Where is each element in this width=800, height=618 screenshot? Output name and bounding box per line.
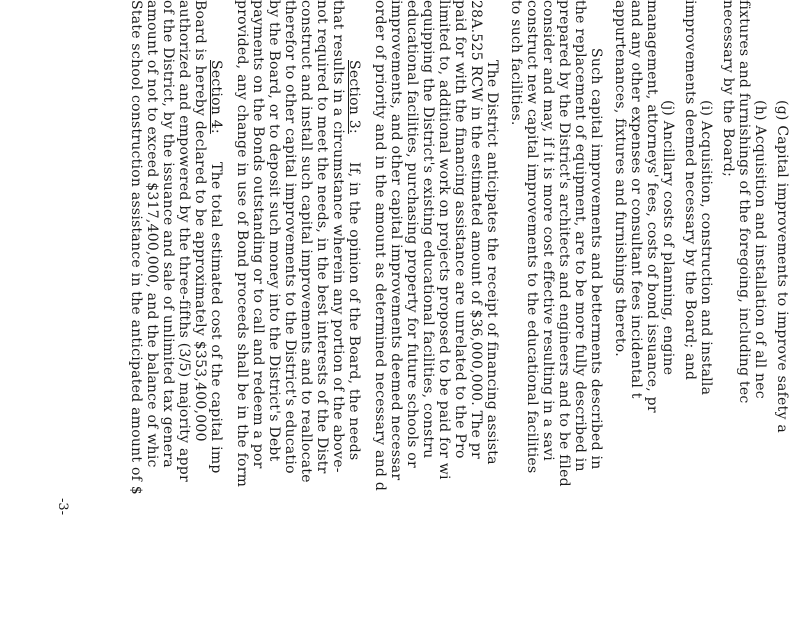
text-line: paid for with the financing assistance are unrelated to the Pro bbox=[452, 0, 468, 459]
text-line: therefor to other capital improvements to the District's educatio bbox=[282, 0, 298, 474]
text-line: consider and may, if it is more cost effective resulting in a savi bbox=[540, 0, 556, 461]
text-line: payments on the Bonds outstanding or to call and redeem a por bbox=[250, 0, 266, 469]
text-line: (i) Acquisition, construction and installa bbox=[698, 100, 714, 396]
text-line: necessary by the Board; bbox=[720, 0, 736, 178]
text-line: educational facilities, purchasing property for future schools or bbox=[404, 0, 420, 468]
text-line: not required to meet the needs, in the best interests of the Distr bbox=[314, 0, 330, 474]
text-line: by the Board, or to deposit such money into the District's Debt bbox=[266, 0, 282, 462]
text-line: limited to, additional work on projects proposed to be paid for wi bbox=[436, 0, 452, 480]
text-line: equipping the District's existing educational facilities, constru bbox=[420, 0, 436, 459]
text-line: the replacement of equipment, are to be more fully described in bbox=[572, 0, 588, 472]
text-line: improvements deemed necessary by the Board; and bbox=[682, 0, 698, 381]
text-line: Such capital improvements and betterments described in bbox=[588, 48, 604, 470]
text-line: 28A.525 RCW in the estimated amount of $36,000,000. The pr bbox=[468, 0, 484, 459]
text-line: order of priority and in the amount as determined necessary and d bbox=[372, 0, 388, 492]
text-line: authorized and empowered by the three-fifths (3/5) majority appr bbox=[176, 0, 192, 482]
text-line: management, attorneys' fees, costs of bond issuance, pr bbox=[644, 0, 660, 413]
text-line: amount of not to exceed $317,400,000, and the balance of whic bbox=[144, 0, 160, 468]
text-line: fixtures and furnishings of the foregoing, including tec bbox=[736, 0, 752, 404]
text-line: The total estimated cost of the capital imp bbox=[208, 162, 224, 474]
section-3-heading: Section 3: bbox=[346, 60, 362, 134]
text-line: appurtenances, fixtures and furnishings thereto. bbox=[612, 0, 628, 357]
text-line: (h) Acquisition and installation of all nec bbox=[752, 100, 768, 399]
text-line: provided, any change in use of Bond proceeds shall be in the form bbox=[234, 0, 250, 488]
text-line: to such facilities. bbox=[508, 0, 524, 126]
text-line: State school construction assistance in the anticipated amount of $ bbox=[128, 0, 144, 495]
text-line: (j) Ancillary costs of planning, engine bbox=[660, 100, 676, 376]
page-number: -3- bbox=[55, 498, 70, 516]
text-line: prepared by the District's architects and engineers and to be filed bbox=[556, 0, 572, 487]
text-line: that results in a circumstance wherein any portion of the above- bbox=[330, 0, 346, 473]
text-line: The District anticipates the receipt of financing assista bbox=[484, 60, 500, 465]
section-4-line bbox=[208, 60, 224, 618]
text-line: (g) Capital improvements to improve safety a bbox=[774, 100, 790, 433]
section-4-heading: Section 4: bbox=[208, 60, 224, 134]
section-3-line bbox=[346, 60, 362, 618]
text-line: and any other expenses or consultant fees incidental t bbox=[628, 0, 644, 399]
text-line: Board is hereby declared to be approximately $353,400,000 bbox=[192, 0, 208, 442]
text-line: construct new capital improvements to the educational facilities bbox=[524, 0, 540, 474]
rotated-text-body bbox=[128, 0, 790, 618]
text-line: of the District, by the issuance and sale of unlimited tax genera bbox=[160, 0, 176, 468]
text-line: If, in the opinion of the Board, the needs bbox=[346, 162, 362, 461]
text-line: improvements, and other capital improvements deemed necessar bbox=[388, 0, 404, 481]
text-line: construct and install such capital improvements and to reallocate bbox=[298, 0, 314, 483]
